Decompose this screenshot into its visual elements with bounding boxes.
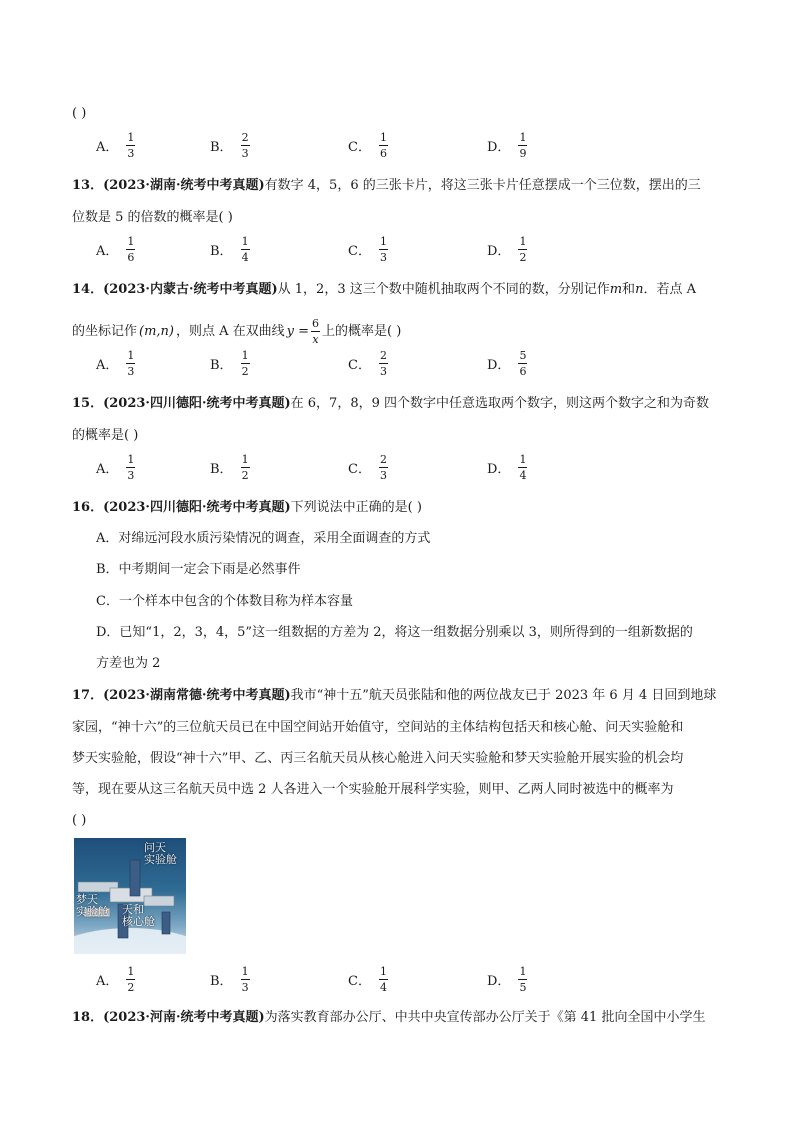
question-source: (2023·湖南常德·统考中考真题) — [103, 688, 291, 703]
wentian-module-label — [144, 842, 184, 866]
numerator: 6 — [312, 317, 320, 330]
option-b[interactable] — [210, 132, 250, 159]
option-letter: C． — [348, 358, 371, 373]
option-letter: D． — [487, 140, 511, 155]
option-d[interactable]: D．已知“1，2，3，4，5”这一组数据的方差为 2，将这一组数据分别乘以 3，则所得到的一组新数据的 — [96, 625, 693, 640]
option-letter: C． — [348, 462, 371, 477]
question-number: 17． — [72, 688, 104, 703]
option-d[interactable] — [487, 966, 527, 993]
numerator: 1 — [379, 965, 387, 978]
coordinate-expression: (m,n) — [139, 323, 174, 339]
denominator: 4 — [379, 981, 387, 994]
option-letter: A． — [96, 462, 119, 477]
fraction — [241, 350, 250, 377]
fraction — [518, 454, 527, 481]
option-letter: A． — [96, 244, 119, 259]
question-text: 有数字 4，5，6 的三张卡片，将这三张卡片任意摆成一个三位数，摆出的三 — [264, 178, 701, 193]
option-d-continued: 方差也为 2 — [96, 656, 161, 671]
option-letter: A． — [96, 140, 119, 155]
option-letter: C． — [348, 140, 371, 155]
denominator: 3 — [379, 469, 387, 482]
question-14-line-1 — [72, 280, 696, 300]
option-c[interactable] — [348, 350, 388, 377]
option-a[interactable] — [96, 350, 135, 377]
numerator: 1 — [241, 453, 249, 466]
fraction — [126, 350, 135, 377]
option-b[interactable] — [210, 236, 250, 263]
option-letter: D． — [487, 358, 511, 373]
fraction — [126, 132, 135, 159]
denominator: 6 — [127, 251, 135, 264]
question-number: 14． — [72, 282, 104, 297]
question-number: 13． — [72, 178, 104, 193]
fraction — [241, 454, 250, 481]
fraction — [311, 318, 320, 345]
question-text: 上的概率是( ) — [322, 323, 402, 339]
fraction — [126, 236, 135, 263]
question-text: 为落实教育部办公厅、中共中央宣传部办公厅关于《第 41 批向全国中小学生 — [264, 1010, 706, 1025]
label-text: 天和 核心舱 — [122, 903, 155, 928]
question-source: (2023·河南·统考中考真题) — [103, 1010, 265, 1025]
numerator: 1 — [241, 965, 249, 978]
option-a[interactable] — [96, 454, 135, 481]
question-text: 从 1，2，3 这三个数中随机抽取两个不同的数，分别记作 — [277, 282, 610, 297]
question-17-line-5: ( ) — [72, 813, 87, 828]
option-b[interactable] — [210, 454, 250, 481]
denominator: 3 — [127, 147, 135, 160]
denominator: 2 — [519, 251, 527, 264]
question-15-line-2: 的概率是( ) — [72, 428, 139, 443]
option-letter: A． — [96, 974, 119, 989]
numerator: 1 — [241, 349, 249, 362]
numerator: 1 — [127, 131, 135, 144]
denominator: 3 — [241, 147, 249, 160]
option-c[interactable] — [348, 236, 388, 263]
option-b[interactable]: B．中考期间一定会下雨是必然事件 — [96, 562, 301, 577]
option-a[interactable] — [96, 966, 135, 993]
question-text: 在 6，7，8，9 四个数字中任意选取两个数字，则这两个数字之和为奇数 — [290, 396, 709, 411]
option-letter: B． — [210, 974, 233, 989]
option-c[interactable] — [348, 132, 388, 159]
denominator: 3 — [379, 251, 387, 264]
tianhe-module-label — [122, 904, 162, 928]
fraction — [241, 966, 250, 993]
option-letter: C． — [348, 974, 371, 989]
option-d[interactable] — [487, 132, 527, 159]
variable-m: m — [609, 282, 623, 297]
fraction — [126, 966, 135, 993]
numerator: 1 — [519, 965, 527, 978]
question-text: ，则点 A 在双曲线 — [176, 323, 285, 339]
option-d[interactable] — [487, 236, 527, 263]
equation-lhs: y = — [286, 323, 310, 339]
option-letter: B． — [210, 358, 233, 373]
question-number: 16． — [72, 500, 104, 515]
fraction — [518, 236, 527, 263]
numerator: 2 — [379, 453, 387, 466]
question-source: (2023·四川德阳·统考中考真题) — [103, 396, 291, 411]
question-source: (2023·四川德阳·统考中考真题) — [103, 500, 291, 515]
option-letter: A． — [96, 358, 119, 373]
label-text: 梦天 实验舱 — [76, 893, 109, 918]
denominator: 3 — [379, 365, 387, 378]
option-d[interactable] — [487, 454, 527, 481]
question-15-line-1 — [72, 394, 709, 414]
denominator: 3 — [241, 981, 249, 994]
fraction — [379, 966, 388, 993]
question-text: 下列说法中正确的是( ) — [290, 500, 422, 515]
option-a[interactable] — [96, 132, 135, 159]
fraction — [518, 132, 527, 159]
option-letter: B． — [210, 244, 233, 259]
numerator: 1 — [379, 131, 387, 144]
denominator: x — [312, 333, 319, 346]
option-c[interactable] — [348, 454, 388, 481]
denominator: 4 — [519, 469, 527, 482]
fraction — [241, 236, 250, 263]
numerator: 1 — [127, 349, 135, 362]
numerator: 1 — [241, 235, 249, 248]
numerator: 5 — [519, 349, 527, 362]
variable-n: n — [635, 282, 644, 297]
question-18-line-1 — [72, 1008, 705, 1028]
question-13-line-1 — [72, 176, 701, 196]
question-text: 我市“神十五”航天员张陆和他的两位战友已于 2023 年 6 月 4 日回到地球 — [290, 688, 717, 703]
denominator: 2 — [241, 469, 249, 482]
option-a[interactable] — [96, 236, 135, 263]
denominator: 6 — [519, 365, 527, 378]
question-17-line-4: 等，现在要从这三名航天员中选 2 人各进入一个实验舱开展科学实验，则甲、乙两人同时被选中的概率为 — [72, 782, 674, 797]
numerator: 1 — [519, 131, 527, 144]
numerator: 1 — [127, 453, 135, 466]
option-c[interactable] — [348, 966, 388, 993]
denominator: 2 — [241, 365, 249, 378]
option-letter: D． — [487, 244, 511, 259]
question-number: 18． — [72, 1010, 104, 1025]
fraction — [518, 350, 527, 377]
question-17-line-1 — [72, 686, 716, 706]
fraction — [379, 454, 388, 481]
option-letter: B． — [210, 140, 233, 155]
mengtian-module-label — [76, 894, 116, 918]
fraction — [518, 966, 527, 993]
question-17-line-2: 家园，“神十六”的三位航天员已在中国空间站开始值守，空间站的主体结构包括天和核心舱、问天实验舱和 — [72, 720, 684, 735]
question-text: 的坐标记作 — [72, 323, 138, 339]
denominator: 4 — [241, 251, 249, 264]
denominator: 3 — [127, 469, 135, 482]
question-13-line-2: 位数是 5 的倍数的概率是( ) — [72, 210, 233, 225]
question-number: 15． — [72, 396, 104, 411]
denominator: 3 — [127, 365, 135, 378]
fraction — [126, 454, 135, 481]
option-b[interactable] — [210, 966, 250, 993]
denominator: 6 — [379, 147, 387, 160]
denominator: 2 — [127, 981, 135, 994]
question-source: (2023·内蒙古·统考中考真题) — [103, 282, 278, 297]
numerator: 2 — [241, 131, 249, 144]
option-d[interactable] — [487, 350, 527, 377]
question-text-end: ．若点 A — [643, 282, 696, 297]
option-a[interactable]: A．对绵远河段水质污染情况的调查，采用全面调查的方式 — [96, 531, 431, 546]
label-text: 问天 实验舱 — [144, 841, 177, 866]
space-station-image — [74, 838, 186, 954]
conjunction: 和 — [622, 282, 636, 297]
fraction — [379, 132, 388, 159]
fraction — [379, 350, 388, 377]
numerator: 1 — [519, 453, 527, 466]
option-letter: C． — [348, 244, 371, 259]
option-letter: B． — [210, 462, 233, 477]
denominator: 9 — [519, 147, 527, 160]
numerator: 1 — [127, 965, 135, 978]
option-letter: D． — [487, 462, 511, 477]
numerator: 1 — [379, 235, 387, 248]
numerator: 1 — [127, 235, 135, 248]
question-16-line-1 — [72, 498, 422, 518]
question-12-answer-paren: ( ) — [72, 106, 87, 121]
fraction — [379, 236, 388, 263]
option-letter: D． — [487, 974, 511, 989]
fraction — [241, 132, 250, 159]
option-c[interactable]: C．一个样本中包含的个体数目称为样本容量 — [96, 594, 353, 609]
numerator: 1 — [519, 235, 527, 248]
option-b[interactable] — [210, 350, 250, 377]
numerator: 2 — [379, 349, 387, 362]
denominator: 5 — [519, 981, 527, 994]
question-14-line-2 — [72, 318, 401, 345]
question-17-line-3: 梦天实验舱，假设“神十六”甲、乙、丙三名航天员从核心舱进入问天实验舱和梦天实验舱开展实验的机会均 — [72, 751, 684, 766]
question-source: (2023·湖南·统考中考真题) — [103, 178, 265, 193]
